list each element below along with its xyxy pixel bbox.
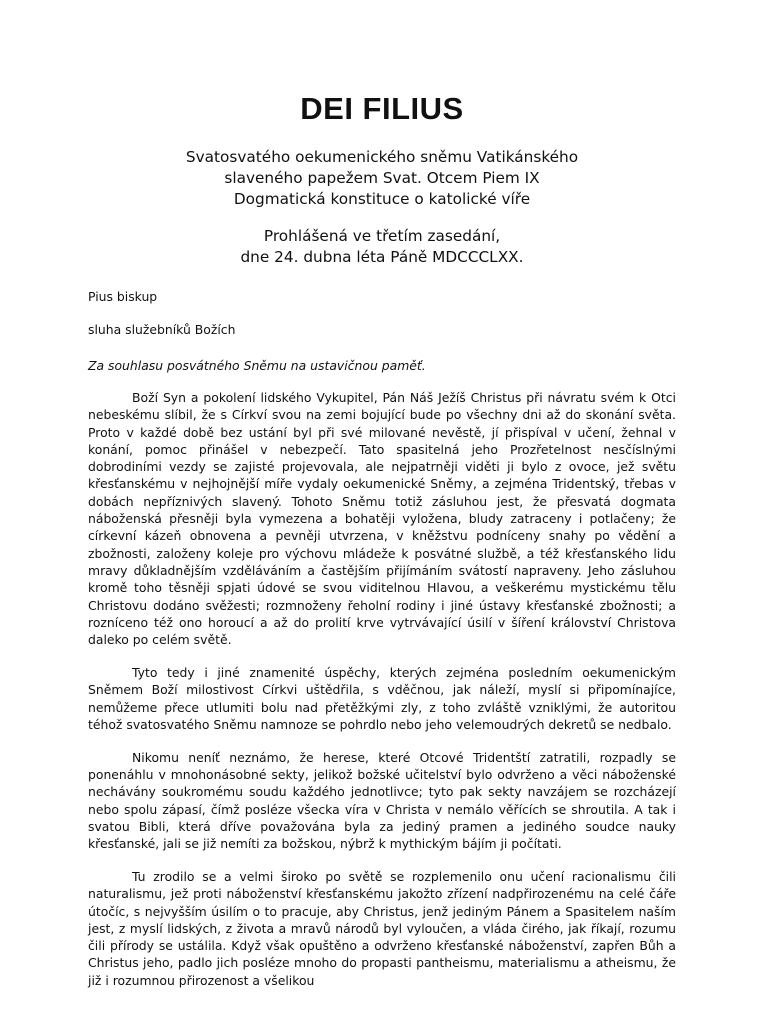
subtitle-line: slaveného papežem Svat. Otcem Piem IX bbox=[224, 169, 540, 187]
document-title: DEI FILIUS bbox=[300, 91, 464, 126]
subtitle-line: Prohlášená ve třetím zasedání, bbox=[263, 227, 501, 245]
body-paragraph: Nikomu neníť neznámo, že herese, které Otcové Tridentští zatratili, rozpadly se ponenáhlu v mnohonásobné sekty, jelikož božské učitelství bylo odvrženo a věci náboženské nechávány soukromému soudu každého jednotlivce; tyto pak sekty navzájem se rozcházejí nebo spolu zápasí, čímž posléze všecka víra v Christa v nemálo věřících se shroutila. A tak i svatou Bibli, která dříve považována byla za jediný pramen a jediného soudce nauky křesťanské, jali se již nemíti za božskou, nýbrž k mythickým bájím ji počítati. bbox=[88, 749, 676, 852]
servant-line: sluha služebníků Božích bbox=[88, 322, 236, 337]
subtitle-line: Dogmatická konstituce o katolické víře bbox=[233, 190, 531, 208]
subtitle-line: Svatosvatého oekumenického sněmu Vatikánského bbox=[185, 148, 579, 166]
body-paragraph: Boží Syn a pokolení lidského Vykupitel, Pán Náš Ježíš Christus při návratu svém k Otci nebeskému slíbil, že s Církví svou na zemi bojující bude po všechny dni až do skonání světa. Proto v každé době bez ustání byl při své milované nevěstě, jí přispíval v učení, žehnal v konání, pomoc přinášel v nebezpečí. Tato spasitelná jeho Prozřetelnost nesčíslnými dobrodiními vezdy se zajisté projevovala, ale nejpatrněji viděti ji bylo z ovoce, jež světu křesťanskému v nejhojnější míře vydaly oekumenické Sněmy, a zejména Tridentský, třebas v dobách nepříznivých slavený. Tohoto Sněmu totiž zásluhou jest, že přesvatá dogmata náboženská přesněji byla vymezena a bohatěji vyložena, bludy zatraceny i potlačeny; že církevní kázeň obnovena a pevněji utvrzena, v kněžstvu podníceny snahy po vědění a zbožnosti, založeny koleje pro výchovu mládeže k posvátné službě, a též křesťanského lidu mravy důkladnějším vzděláváním a častějším přijímáním svátostí napraveny. Jeho zásluhou kromě toho těsněji spjati údové se svou viditelnou Hlavou, a veškerému mystickému tělu Christovu dodáno svěžesti; rozmnoženy řeholní rodiny i jiné ústavy křesťanské zbožnosti; a rozníceno též ono horoucí a až do prolití krve vytrvávající úsilí v šíření království Christova daleko po celém světě. bbox=[88, 390, 676, 648]
memorial-line: Za souhlasu posvátného Sněmu na ustavičnou paměť. bbox=[88, 358, 426, 373]
body-paragraph: Tu zrodilo se a velmi široko po světě se rozplemenilo onu učení racionalismu čili naturalismu, jež proti náboženství křesťanskému jakožto zřízení nadpřirozenému na celé čáře útočíc, s nejvyšším úsilím o to pracuje, aby Christus, jenž jediným Pánem a Spasitelem naším jest, z myslí lidských, z života a mravů národů byl vyloučen, a vláda čirého, jak říkají, rozumu čili přírody se ustálila. Když však opuštěno a odvrženo křesťanské náboženství, zapřen Bůh a Christus jeho, padlo jich posléze mnoho do propasti pantheismu, materialismu a atheismu, že již i rozumnou přirozenost a všelikou bbox=[88, 868, 676, 988]
document-page bbox=[88, 88, 676, 989]
body-paragraph: Tyto tedy i jiné znamenité úspěchy, kterých zejména posledním oekumenickým Sněmem Boží milostivost Církvi uštědřila, s vděčnou, jak náleží, myslí si připomínajíce, nemůžeme přece utlumiti bolu nad přetěžkými zly, z toho zvláště vzniklými, že autoritou téhož svatosvatého Sněmu namnoze se pohrdlo nebo jeho velemoudrých dekretů se nedbalo. bbox=[88, 664, 676, 732]
author-line: Pius biskup bbox=[88, 289, 158, 304]
subtitle-line: dne 24. dubna léta Páně MDCCCLXX. bbox=[240, 248, 524, 266]
